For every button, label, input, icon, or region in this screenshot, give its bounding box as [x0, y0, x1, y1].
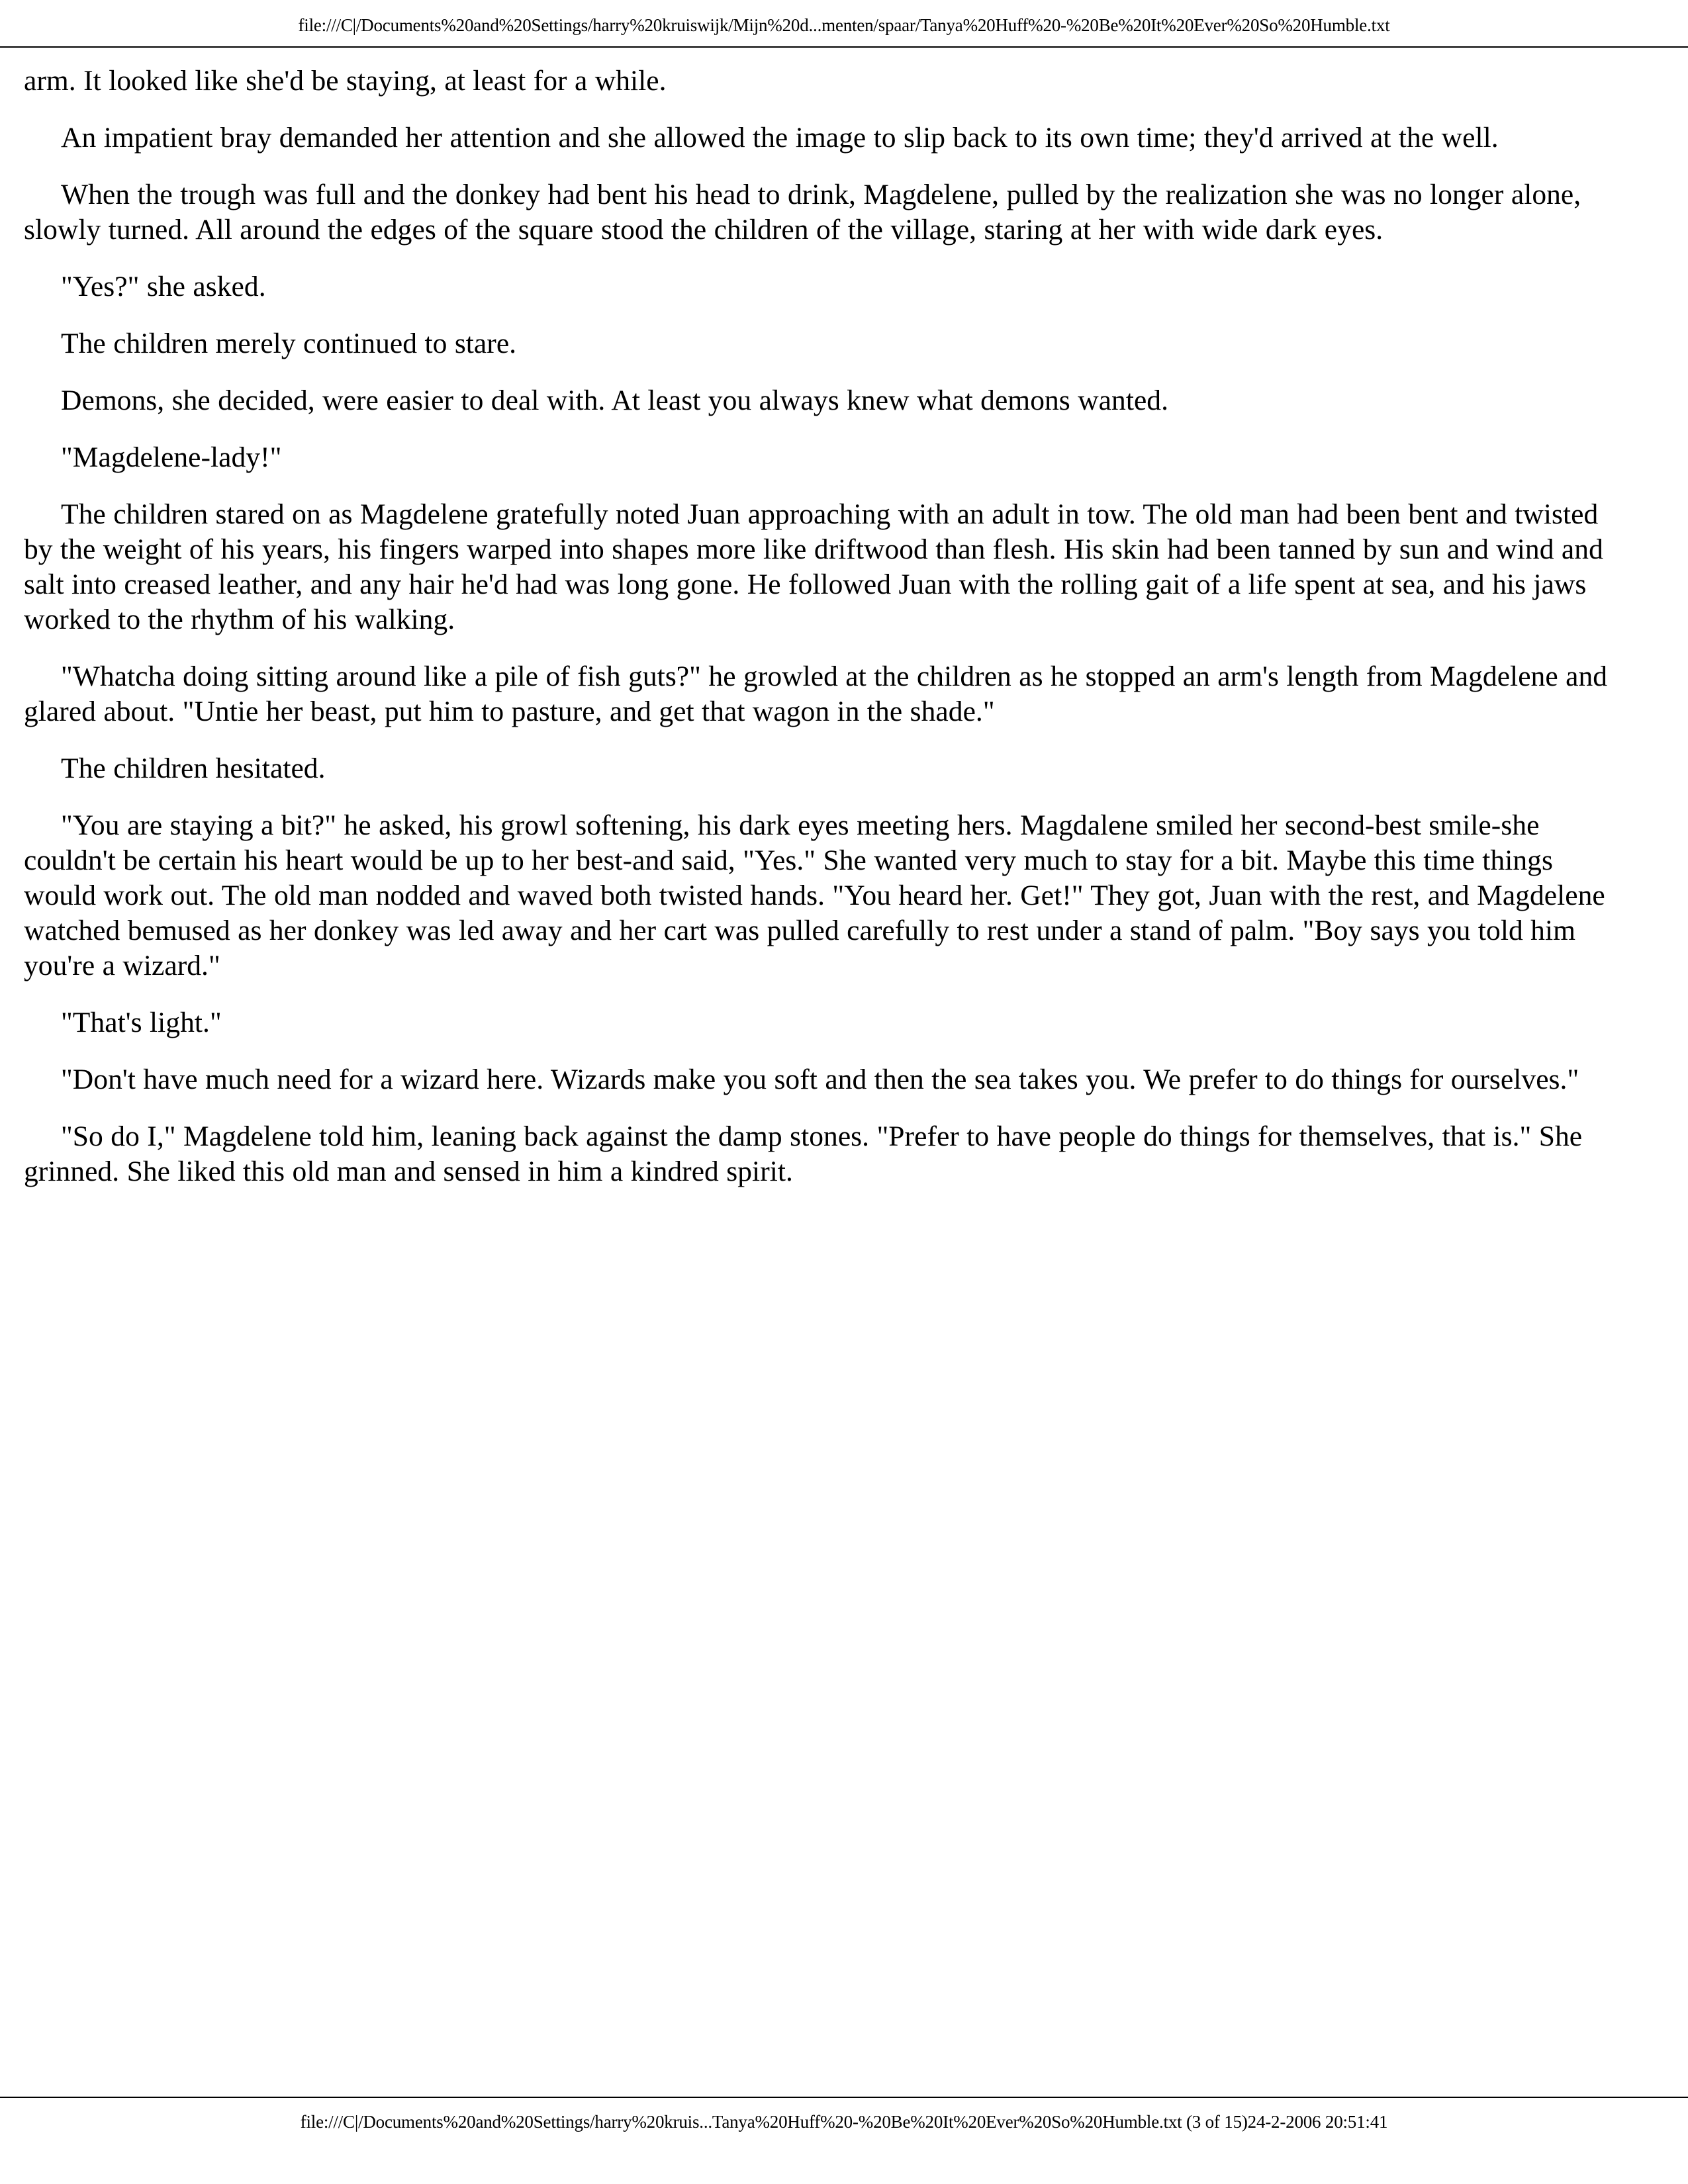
- paragraph: "Don't have much need for a wizard here. Wizards make you soft and then the sea takes you. We prefer to do things for ourselves.": [61, 1064, 1579, 1095]
- header-file-path: file:///C|/Documents%20and%20Settings/harry%20kruiswijk/Mijn%20d...menten/spaar/Tanya%20Huff%20-%20Be%20It%20Ever%20So%20Humble.txt: [298, 15, 1390, 35]
- paragraph: "That's light.": [61, 1007, 222, 1038]
- paragraph: The children stared on as Magdelene gratefully noted Juan approaching with an adult in tow. The old man had been bent and twisted by the weight of his years, his fingers warped into shapes more like driftwood than flesh. His skin had been tanned by sun and wind and salt into creased leather, and any hair he'd had was long gone. He followed Juan with the rolling gait of a life spent at sea, and his jaws worked to the rhythm of his walking.: [24, 498, 1603, 635]
- paragraph: "Whatcha doing sitting around like a pile of fish guts?" he growled at the children as he stopped an arm's length from Magdelene and glared about. "Untie her beast, put him to pasture, and get that wagon in the shade.": [24, 660, 1608, 727]
- paragraph: Demons, she decided, were easier to deal with. At least you always knew what demons wanted.: [61, 385, 1169, 416]
- paragraph: "Yes?" she asked.: [61, 271, 266, 302]
- document-body: [24, 64, 1628, 1211]
- paragraph: The children hesitated.: [61, 752, 326, 784]
- paragraph: "Magdelene-lady!": [61, 441, 282, 473]
- header-divider: [0, 46, 1688, 48]
- paragraph: "You are staying a bit?" he asked, his growl softening, his dark eyes meeting hers. Magdalene smiled her second-best smile-she couldn't be certain his heart would be up to her best-and said, "Yes." She wanted very much to stay for a bit. Maybe this time things would work out. The old man nodded and waved both twisted hands. "You heard her. Get!" They got, Juan with the rest, and Magdelene watched bemused as her donkey was led away and her cart was pulled carefully to rest under a stand of palm. "Boy says you told him you're a wizard.": [24, 809, 1605, 981]
- footer-divider: [0, 2097, 1688, 2098]
- paragraph: When the trough was full and the donkey had bent his head to drink, Magdelene, pulled by the realization she was no longer alone, slowly turned. All around the edges of the square stood the children of the village, staring at her with wide dark eyes.: [24, 179, 1581, 246]
- paragraph: An impatient bray demanded her attention and she allowed the image to slip back to its own time; they'd arrived at the well.: [61, 122, 1499, 154]
- paragraph: "So do I," Magdelene told him, leaning back against the damp stones. "Prefer to have people do things for themselves, that is." She grinned. She liked this old man and sensed in him a kindred spirit.: [24, 1120, 1583, 1187]
- paragraph: arm. It looked like she'd be staying, at least for a while.: [24, 65, 667, 97]
- footer-file-path: file:///C|/Documents%20and%20Settings/harry%20kruis...Tanya%20Huff%20-%20Be%20It%20Ever%20So%20Humble.txt (3 of 15)24-2-2006 20:51:41: [300, 2112, 1388, 2132]
- paragraph: The children merely continued to stare.: [61, 328, 517, 359]
